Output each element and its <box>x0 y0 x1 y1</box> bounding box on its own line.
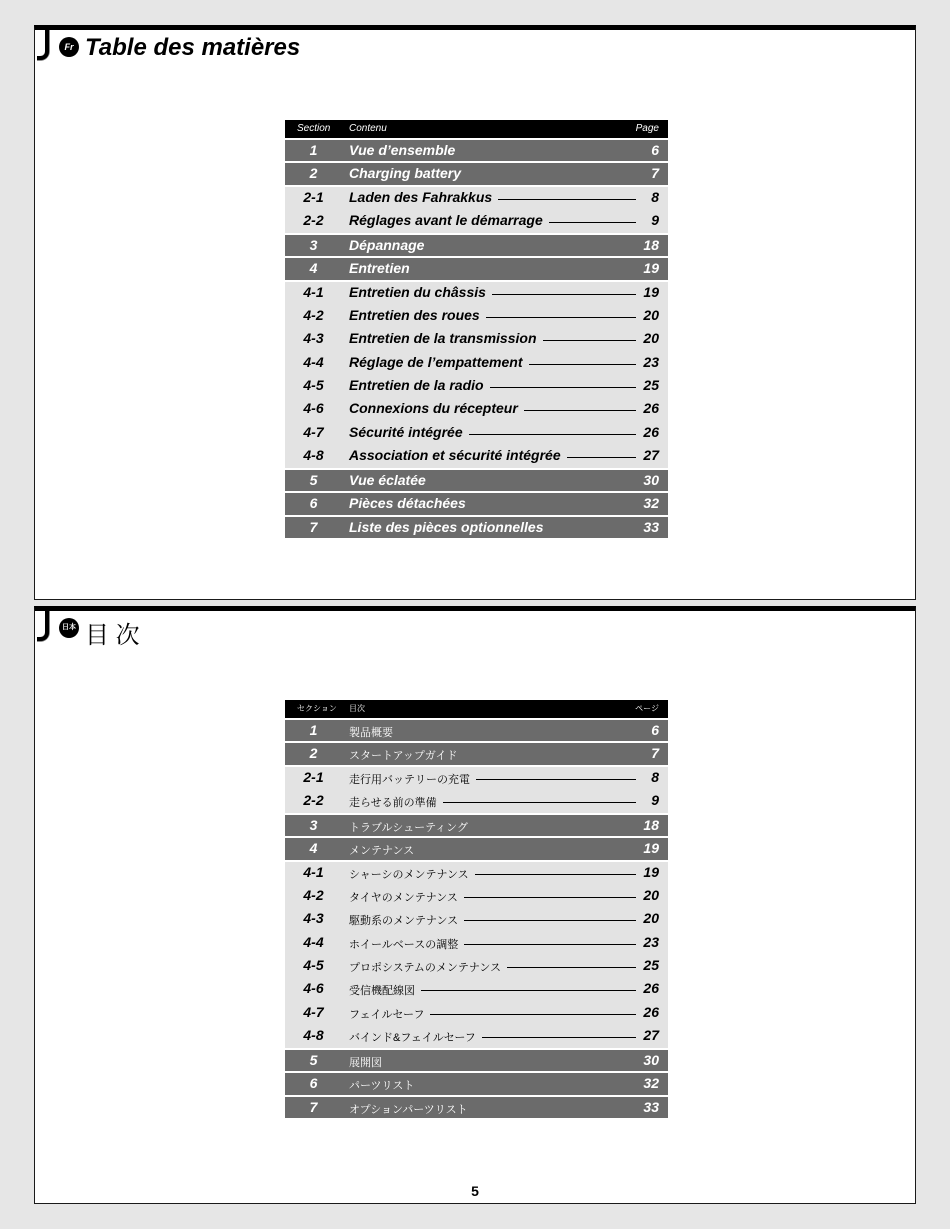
toc-subsection-row <box>285 978 668 1001</box>
page-ref: 19 <box>643 840 659 857</box>
page-ref: 18 <box>643 817 659 834</box>
page-ref: 7 <box>651 165 659 182</box>
page-ref: 20 <box>643 910 659 927</box>
page-ref: 20 <box>643 887 659 904</box>
header-content: 目次 <box>349 704 365 713</box>
section-label: 受信機配線図 <box>349 985 415 998</box>
leader-line <box>567 457 636 458</box>
toc-section-row <box>285 815 668 836</box>
section-number: 3 <box>309 237 318 254</box>
section-number: 4-2 <box>303 887 324 904</box>
section-number: 4-8 <box>303 446 324 463</box>
toc-section-row <box>285 720 668 741</box>
toc-subsection-row <box>285 862 668 885</box>
section-number: 4 <box>309 840 318 857</box>
page-title: Table des matières <box>85 34 301 61</box>
section-number: 1 <box>309 142 318 158</box>
section-number: 4-6 <box>303 400 324 417</box>
page-ref: 18 <box>643 237 659 254</box>
section-number: 4-7 <box>303 1003 324 1020</box>
leader-line <box>492 294 636 295</box>
toc-section-row <box>285 838 668 859</box>
section-label: バインド&フェイルセーフ <box>349 1031 476 1044</box>
section-label: Liste des pièces optionnelles <box>349 518 544 535</box>
section-label: タイヤのメンテナンス <box>349 892 458 905</box>
page-ref: 25 <box>643 376 659 393</box>
toc-subsection-row <box>285 790 668 813</box>
page-ref: 33 <box>643 1098 659 1115</box>
section-number: 1 <box>309 722 318 738</box>
section-label: Pièces détachées <box>349 495 466 512</box>
page-ref: 8 <box>651 188 659 205</box>
toc-section-row <box>285 140 668 161</box>
section-label: Vue éclatée <box>349 472 426 489</box>
section-label: メンテナンス <box>349 845 415 858</box>
section-number: 4-4 <box>303 933 324 950</box>
toc-subsection-row <box>285 767 668 790</box>
french-toc-panel <box>34 25 916 600</box>
toc-subsection-row <box>285 398 668 421</box>
header-page: ページ <box>635 704 659 713</box>
section-label: Sécurité intégrée <box>349 423 463 440</box>
section-label: Association et sécurité intégrée <box>349 446 561 463</box>
page-ref: 26 <box>643 400 659 417</box>
toc-subsection-row <box>285 932 668 955</box>
toc-section-row <box>285 258 668 279</box>
section-number: 7 <box>309 1098 318 1115</box>
section-label: スタートアップガイド <box>349 750 458 763</box>
toc-section-row <box>285 1050 668 1071</box>
section-number: 4-2 <box>303 307 324 324</box>
toc-subsection-row <box>285 328 668 351</box>
page-ref: 7 <box>651 745 659 762</box>
section-label: Entretien de la transmission <box>349 330 537 347</box>
toc-subsection-row <box>285 305 668 328</box>
leader-line <box>498 199 636 200</box>
page-ref: 32 <box>643 1075 659 1092</box>
toc-subsection-row <box>285 885 668 908</box>
page-ref: 32 <box>643 495 659 512</box>
section-label: 駆動系のメンテナンス <box>349 915 459 928</box>
section-number: 4-3 <box>303 330 324 347</box>
toc-section-row <box>285 163 668 184</box>
toc-section-row <box>285 743 668 764</box>
toc-subsection-row <box>285 1002 668 1025</box>
section-number: 4-5 <box>303 376 324 393</box>
language-badge-icon: 日本語 <box>59 618 79 638</box>
toc-subsection-row <box>285 955 668 978</box>
page-ref: 19 <box>643 863 659 880</box>
page-number: 5 <box>471 1183 479 1199</box>
section-label: 走行用バッテリーの充電 <box>349 773 470 786</box>
section-number: 2-1 <box>303 768 324 785</box>
toc-subsection-row <box>285 908 668 931</box>
leader-line <box>543 340 636 341</box>
section-number: 6 <box>309 1075 318 1092</box>
section-label: Entretien de la radio <box>349 376 484 393</box>
section-number: 4-7 <box>303 423 324 440</box>
section-number: 6 <box>309 495 318 512</box>
page-ref: 9 <box>651 211 659 228</box>
toc-subsection-row <box>285 210 668 233</box>
toc-subsection-row <box>285 282 668 305</box>
leader-line <box>475 874 636 875</box>
section-label: 走らせる前の準備 <box>349 796 437 809</box>
header-page: Page <box>635 123 659 134</box>
section-label: Réglage de l’empattement <box>349 353 523 370</box>
section-number: 3 <box>309 817 318 834</box>
section-number: 4-6 <box>303 980 324 997</box>
toc-section-row <box>285 1097 668 1118</box>
page-ref: 26 <box>643 980 659 997</box>
section-label: シャーシのメンテナンス <box>349 868 469 881</box>
section-label: Dépannage <box>349 237 425 254</box>
page-ref: 6 <box>651 142 659 158</box>
section-number: 4-3 <box>303 910 324 927</box>
section-number: 2-2 <box>303 791 324 808</box>
leader-line <box>486 317 636 318</box>
section-label: Réglages avant le démarrage <box>349 211 543 228</box>
page-ref: 25 <box>643 956 659 973</box>
toc-subsection-row <box>285 375 668 398</box>
section-number: 2 <box>309 165 318 182</box>
page-ref: 26 <box>643 423 659 440</box>
leader-line <box>507 967 636 968</box>
section-label: Entretien des roues <box>349 307 480 324</box>
page-ref: 19 <box>643 283 659 300</box>
section-label: トラブルシューティング <box>349 822 468 835</box>
toc-section-row <box>285 1073 668 1094</box>
section-label: Entretien <box>349 260 410 277</box>
header-section: Section <box>297 123 331 134</box>
leader-line <box>469 434 636 435</box>
toc-section-row <box>285 493 668 514</box>
toc-subsection-row <box>285 422 668 445</box>
section-label: プロポシステムのメンテナンス <box>349 961 502 974</box>
section-label: オプションパーツリスト <box>349 1103 468 1116</box>
leader-line <box>464 920 636 921</box>
toc-subsection-row <box>285 187 668 210</box>
section-number: 4 <box>309 260 318 277</box>
section-number: 4-1 <box>303 863 324 880</box>
page-title: 目 次 <box>85 622 140 649</box>
page-ref: 8 <box>651 768 659 785</box>
page-ref: 26 <box>643 1003 659 1020</box>
section-number: 4-5 <box>303 956 324 973</box>
page-ref: 23 <box>643 353 659 370</box>
page-ref: 19 <box>643 260 659 277</box>
section-label: Vue d’ensemble <box>349 142 456 158</box>
section-number: 2-2 <box>303 211 324 228</box>
section-number: 4-4 <box>303 353 324 370</box>
toc-header <box>285 700 668 718</box>
toc-header <box>285 120 668 138</box>
section-label: 製品概要 <box>349 727 393 739</box>
leader-line <box>490 387 636 388</box>
section-number: 4-8 <box>303 1026 324 1043</box>
page-ref: 27 <box>643 1026 659 1043</box>
toc-section-row <box>285 470 668 491</box>
leader-line <box>421 990 636 991</box>
toc-section-row <box>285 235 668 256</box>
toc-subsection-row <box>285 1025 668 1048</box>
header-section: セクション <box>297 704 337 713</box>
section-number: 5 <box>309 472 318 489</box>
leader-line <box>476 779 636 780</box>
toc-section-row <box>285 517 668 538</box>
toc-rows <box>285 720 668 1118</box>
page-ref: 20 <box>643 307 659 324</box>
toc-table <box>285 700 668 1120</box>
leader-line <box>524 410 636 411</box>
leader-line <box>464 944 636 945</box>
section-label: ホイールベースの調整 <box>349 938 459 951</box>
leader-line <box>430 1014 636 1015</box>
section-number: 5 <box>309 1052 318 1069</box>
section-hook-icon <box>37 611 50 642</box>
page-ref: 27 <box>643 446 659 463</box>
page-ref: 30 <box>643 472 659 489</box>
leader-line <box>529 364 636 365</box>
toc-table <box>285 120 668 540</box>
section-number: 4-1 <box>303 283 324 300</box>
section-label: Charging battery <box>349 165 462 182</box>
section-label: フェイルセーフ <box>349 1008 425 1021</box>
section-number: 7 <box>309 518 318 535</box>
page-ref: 9 <box>651 791 659 808</box>
section-label: 展開図 <box>349 1057 382 1070</box>
section-hook-icon <box>37 30 50 61</box>
section-number: 2-1 <box>303 188 324 205</box>
leader-line <box>443 802 636 803</box>
section-number: 2 <box>309 745 318 762</box>
page-ref: 6 <box>651 722 659 738</box>
page-ref: 20 <box>643 330 659 347</box>
language-badge-icon: Fr <box>59 37 79 57</box>
toc-subsection-row <box>285 352 668 375</box>
page-ref: 30 <box>643 1052 659 1069</box>
section-label: Laden des Fahrakkus <box>349 188 493 205</box>
toc-subsection-row <box>285 445 668 468</box>
section-label: パーツリスト <box>349 1080 415 1093</box>
header-content: Contenu <box>349 123 387 134</box>
section-label: Entretien du châssis <box>349 283 486 300</box>
leader-line <box>482 1037 636 1038</box>
page-ref: 33 <box>643 518 659 535</box>
toc-rows <box>285 140 668 538</box>
leader-line <box>549 222 636 223</box>
section-label: Connexions du récepteur <box>349 400 518 417</box>
japanese-toc-panel <box>34 606 916 1204</box>
leader-line <box>464 897 636 898</box>
page-ref: 23 <box>643 933 659 950</box>
